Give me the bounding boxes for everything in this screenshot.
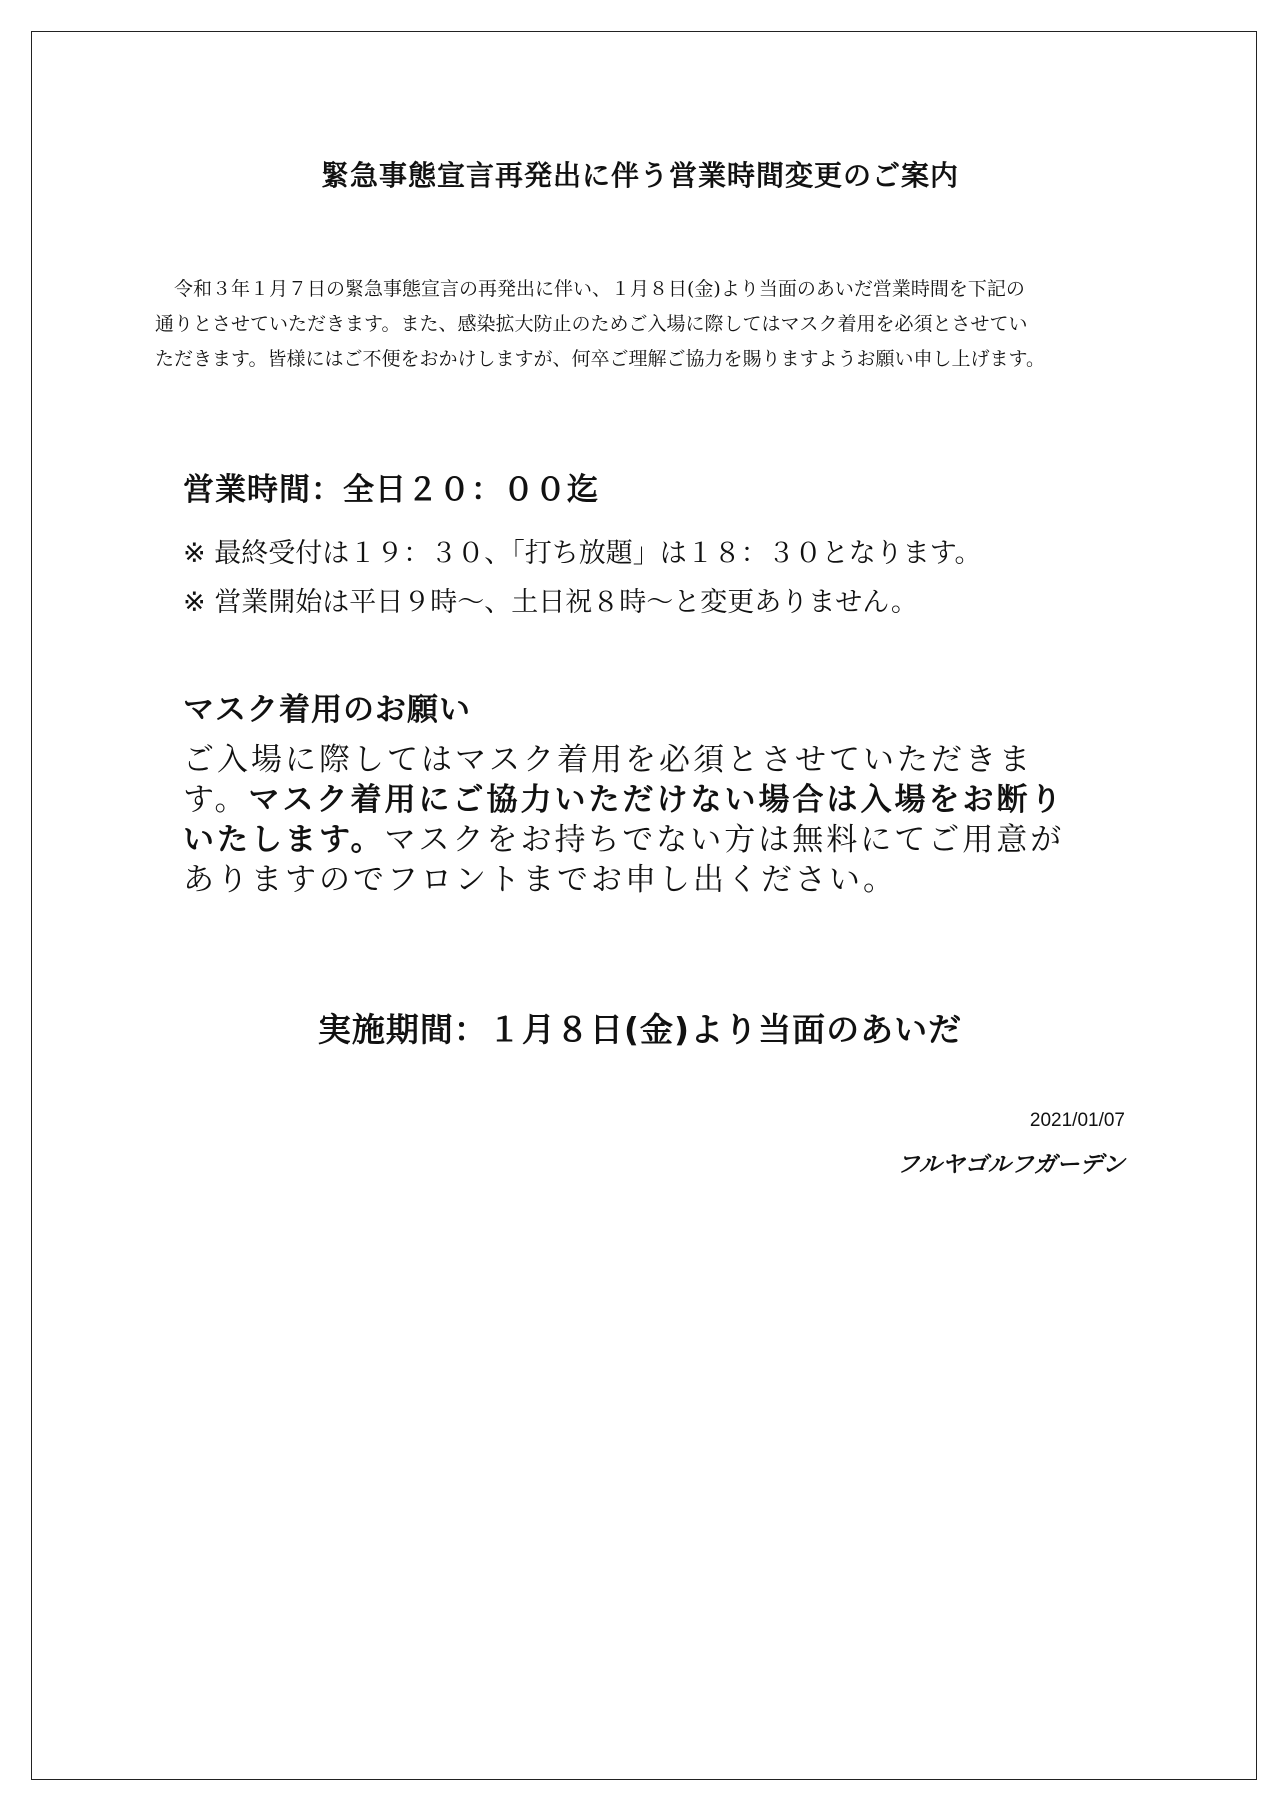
implementation-period: 実施期間：１月８日(金)より当面のあいだ [317, 1010, 963, 1049]
notice-date: 2021/01/07 [1029, 1110, 1125, 1131]
mask-emphasis: いたします。 [183, 822, 385, 858]
intro-line: 通りとさせていただきます。また、感染拡大防止のためご入場に際してはマスク着用を必須とさせてい [155, 313, 1028, 335]
mask-line: ありますのでフロントまでお申し出ください。 [183, 862, 897, 898]
mask-line [183, 780, 1083, 820]
last-reception-note: ※ 最終受付は１９：３０、「打ち放題」は１８：３０となります。 [183, 538, 982, 569]
mask-line [183, 820, 1083, 860]
mask-request-heading: マスク着用のお願い [183, 692, 471, 728]
mask-emphasis: マスク着用にご協力いただけない場合は入場をお断り [248, 782, 1065, 818]
issuer-signature: フルヤゴルフガーデン [896, 1152, 1125, 1178]
mask-text: マスクをお持ちでない方は無料にてご用意が [384, 822, 1065, 858]
opening-time-note: ※ 営業開始は平日９時〜、土日祝８時〜と変更ありません。 [183, 587, 918, 618]
business-hours-heading: 営業時間：全日２０：００迄 [183, 472, 599, 508]
mask-text: す。 [183, 782, 249, 818]
notice-title: 緊急事態宣言再発出に伴う営業時間変更のご案内 [320, 159, 959, 192]
intro-line: 令和３年１月７日の緊急事態宣言の再発出に伴い、１月８日(金)より当面のあいだ営業時間を下記の [174, 278, 1025, 300]
intro-paragraph [155, 272, 1130, 377]
mask-line: ご入場に際してはマスク着用を必須とさせていただきま [183, 742, 1033, 778]
intro-line: ただきます。皆様にはご不便をおかけしますが、何卒ご理解ご協力を賜りますようお願い申し上げます。 [155, 348, 1045, 370]
mask-request-body [183, 740, 1083, 900]
